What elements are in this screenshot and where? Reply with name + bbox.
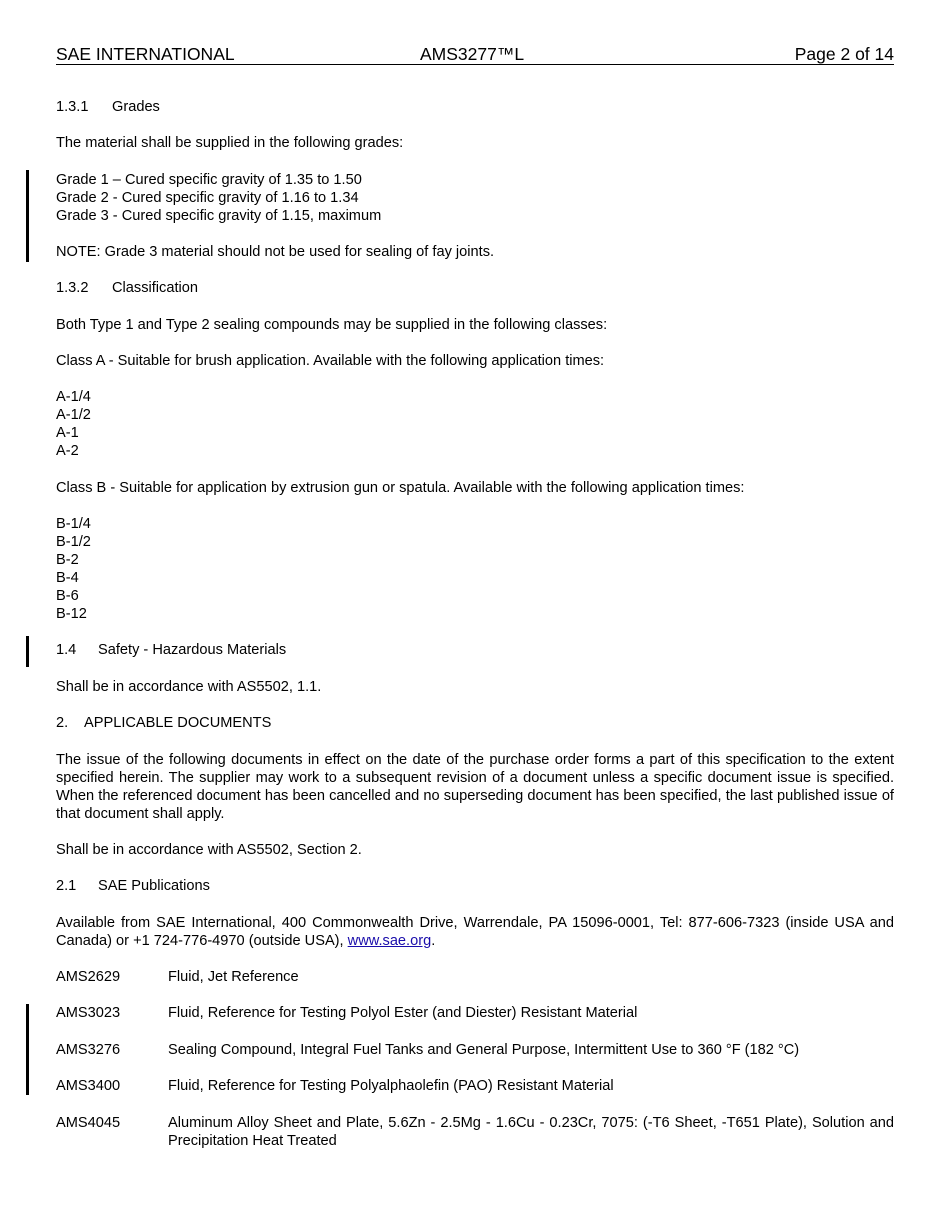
section-1-3-2-heading bbox=[56, 279, 894, 297]
list-item: B-12 bbox=[56, 606, 87, 622]
list-item: B-4 bbox=[56, 570, 79, 586]
section-title: Safety - Hazardous Materials bbox=[98, 642, 287, 658]
list-item: B-2 bbox=[56, 552, 79, 568]
list-item: Grade 1 – Cured specific gravity of 1.35 to 1.50 bbox=[56, 172, 362, 188]
section-title: APPLICABLE DOCUMENTS bbox=[84, 715, 272, 731]
sae-website-link[interactable]: www.sae.org bbox=[347, 933, 432, 949]
header-page-number: Page 2 of 14 bbox=[794, 44, 894, 64]
reference-code: AMS2629 bbox=[56, 969, 121, 985]
section-2-para1: The issue of the following documents in effect on the date of the purchase order forms a part of this specification to the extent specified herein. The supplier may work to a subsequent revision of a document unless a specific document issue is specified. When the referenced document has been cancelled and no superseding document has been specified, the last published issue of that document shall apply. bbox=[56, 752, 894, 822]
section-number: 1.4 bbox=[56, 642, 77, 658]
class-b-times bbox=[56, 515, 894, 623]
availability-text: Available from SAE International, 400 Commonwealth Drive, Warrendale, PA 15096-0001, Tel: 877-606-7323 (inside USA and Canada) or +1 724-776-4970 (outside USA), bbox=[56, 915, 894, 949]
section-1-4-heading bbox=[56, 641, 894, 659]
list-item: B-1/2 bbox=[56, 534, 91, 550]
change-bar bbox=[26, 170, 29, 262]
class-b-desc: Class B - Suitable for application by extrusion gun or spatula. Available with the following application times: bbox=[56, 480, 745, 496]
section-number: 2.1 bbox=[56, 878, 77, 894]
reference-title: Aluminum Alloy Sheet and Plate, 5.6Zn - 2.5Mg - 1.6Cu - 0.23Cr, 7075: (-T6 Sheet, -T651 Plate), Solution and Precipitation Heat Treated bbox=[168, 1115, 894, 1149]
reference-code: AMS3023 bbox=[56, 1005, 121, 1021]
section-2-heading bbox=[56, 714, 894, 732]
list-item: A-1/2 bbox=[56, 407, 91, 423]
grades-intro: The material shall be supplied in the following grades: bbox=[56, 135, 404, 151]
header-doc-id: AMS3277™L bbox=[420, 44, 525, 64]
list-item: A-1 bbox=[56, 425, 79, 441]
change-bar bbox=[26, 1004, 29, 1095]
reference-title: Fluid, Reference for Testing Polyol Ester (and Diester) Resistant Material bbox=[168, 1005, 638, 1021]
list-item: A-1/4 bbox=[56, 389, 91, 405]
list-item: Grade 3 - Cured specific gravity of 1.15, maximum bbox=[56, 208, 382, 224]
grades-list bbox=[56, 171, 894, 225]
reference-code: AMS3276 bbox=[56, 1042, 121, 1058]
list-item: B-6 bbox=[56, 588, 79, 604]
section-2-para2: Shall be in accordance with AS5502, Section 2. bbox=[56, 842, 362, 858]
class-a-desc: Class A - Suitable for brush application. Available with the following application times: bbox=[56, 353, 605, 369]
section-number: 2. bbox=[56, 715, 69, 731]
section-1-3-1-heading bbox=[56, 98, 894, 116]
section-title: Grades bbox=[112, 99, 160, 115]
grade-note: NOTE: Grade 3 material should not be used for sealing of fay joints. bbox=[56, 244, 495, 260]
reference-title: Fluid, Reference for Testing Polyalphaolefin (PAO) Resistant Material bbox=[168, 1078, 614, 1094]
header-org: SAE INTERNATIONAL bbox=[56, 44, 235, 64]
section-number: 1.3.2 bbox=[56, 280, 89, 296]
list-item: B-1/4 bbox=[56, 516, 91, 532]
reference-title: Fluid, Jet Reference bbox=[168, 969, 299, 985]
reference-code: AMS4045 bbox=[56, 1115, 121, 1131]
page-header bbox=[56, 44, 894, 65]
section-1-4-text: Shall be in accordance with AS5502, 1.1. bbox=[56, 679, 322, 695]
change-bar bbox=[26, 636, 29, 667]
class-intro: Both Type 1 and Type 2 sealing compounds may be supplied in the following classes: bbox=[56, 317, 608, 333]
availability-end: . bbox=[431, 933, 436, 949]
class-a-times bbox=[56, 388, 894, 460]
section-number: 1.3.1 bbox=[56, 99, 89, 115]
list-item: Grade 2 - Cured specific gravity of 1.16 to 1.34 bbox=[56, 190, 359, 206]
section-title: SAE Publications bbox=[98, 878, 210, 894]
sae-availability bbox=[56, 914, 894, 950]
section-2-1-heading bbox=[56, 877, 894, 895]
reference-code: AMS3400 bbox=[56, 1078, 121, 1094]
section-title: Classification bbox=[112, 280, 198, 296]
reference-title: Sealing Compound, Integral Fuel Tanks and General Purpose, Intermittent Use to 360 °F (182 °C) bbox=[168, 1042, 800, 1058]
list-item: A-2 bbox=[56, 443, 79, 459]
